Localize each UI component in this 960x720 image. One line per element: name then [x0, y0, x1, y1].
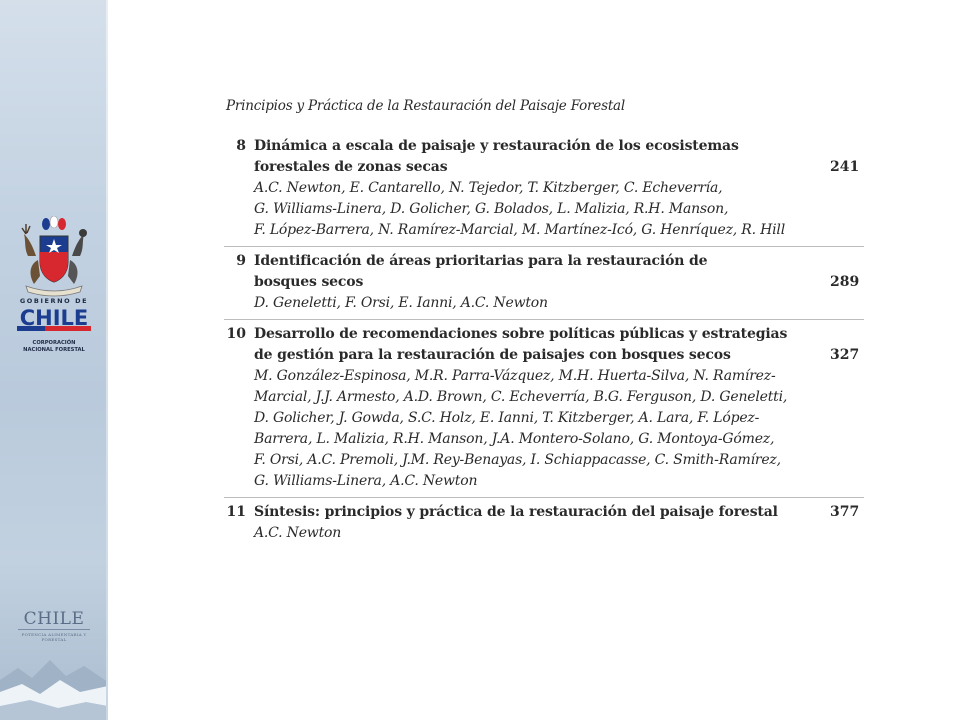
chapter-title-line: Síntesis: principios y práctica de la restauración del paisaje forestal — [254, 504, 778, 520]
toc-entry-11[interactable] — [224, 498, 864, 549]
chapter-authors-line: G. Williams-Linera, A.C. Newton — [254, 473, 478, 489]
chapter-title-line: Dinámica a escala de paisaje y restauración de los ecosistemas — [254, 138, 739, 154]
chapter-authors-line: M. González-Espinosa, M.R. Parra-Vázquez, M.H. Huerta-Silva, N. Ramírez- — [254, 368, 776, 384]
chapter-page-number: 289 — [830, 274, 860, 290]
coat-of-arms-icon — [14, 216, 94, 300]
chapter-page-number: 327 — [830, 347, 860, 363]
chapter-authors-line: G. Williams-Linera, D. Golicher, G. Bolados, L. Malizia, R.H. Manson, — [254, 201, 729, 217]
book-title: Principios y Práctica de la Restauración del Paisaje Forestal — [226, 98, 626, 114]
chapter-authors-line: A.C. Newton — [254, 525, 342, 541]
gobierno-label: GOBIERNO DE — [19, 297, 89, 305]
chapter-authors-line: F. Orsi, A.C. Premoli, J.M. Rey-Benayas, I. Schiappacasse, C. Smith-Ramírez, — [254, 452, 781, 468]
chapter-title-line: Desarrollo de recomendaciones sobre políticas públicas y estrategias — [254, 326, 788, 342]
chapter-title-line: forestales de zonas secas — [254, 159, 448, 175]
sidebar — [0, 0, 108, 720]
chapter-authors-line: D. Geneletti, F. Orsi, E. Ianni, A.C. Newton — [254, 295, 548, 311]
chapter-number: 8 — [236, 138, 246, 154]
toc-entry-10[interactable] — [224, 320, 864, 498]
chapter-number: 10 — [226, 326, 246, 342]
toc-entry-8[interactable] — [224, 132, 864, 247]
brand-wordmark: CHILE — [23, 609, 85, 629]
chapter-title-line: Identificación de áreas prioritarias para la restauración de — [254, 253, 708, 269]
chile-brand-logo — [18, 610, 90, 642]
chapter-authors-line: A.C. Newton, E. Cantarello, N. Tejedor, T. Kitzberger, C. Echeverría, — [254, 180, 723, 196]
chile-wordmark: CHILE — [19, 306, 89, 330]
chile-logo-icon — [17, 306, 91, 332]
chapter-authors-line: F. López-Barrera, N. Ramírez-Marcial, M. Martínez-Icó, G. Henríquez, R. Hill — [254, 222, 785, 238]
chapter-authors-line: Barrera, L. Malizia, R.H. Manson, J.A. Montero-Solano, G. Montoya-Gómez, — [254, 431, 775, 447]
chapter-authors-line: Marcial, J.J. Armesto, A.D. Brown, C. Echeverría, B.G. Ferguson, D. Geneletti, — [254, 389, 788, 405]
conaf-line-2: NACIONAL FORESTAL — [23, 347, 85, 353]
chapter-page-number: 377 — [830, 504, 860, 520]
conaf-label — [0, 340, 108, 354]
mountains-icon — [0, 640, 108, 720]
chapter-authors-line: D. Golicher, J. Gowda, S.C. Holz, E. Ianni, T. Kitzberger, A. Lara, F. López- — [254, 410, 760, 426]
conaf-line-1: CORPORACIÓN — [32, 340, 76, 346]
chapter-title-line: bosques secos — [254, 274, 364, 290]
table-of-contents — [224, 98, 864, 549]
brand-tagline: POTENCIA ALIMENTARIA Y FORESTAL — [18, 629, 90, 642]
toc-entry-9[interactable] — [224, 247, 864, 320]
chapter-page-number: 241 — [830, 159, 860, 175]
chapter-number: 11 — [226, 504, 246, 520]
chapter-number: 9 — [236, 253, 246, 269]
chapter-title-line: de gestión para la restauración de paisajes con bosques secos — [254, 347, 731, 363]
